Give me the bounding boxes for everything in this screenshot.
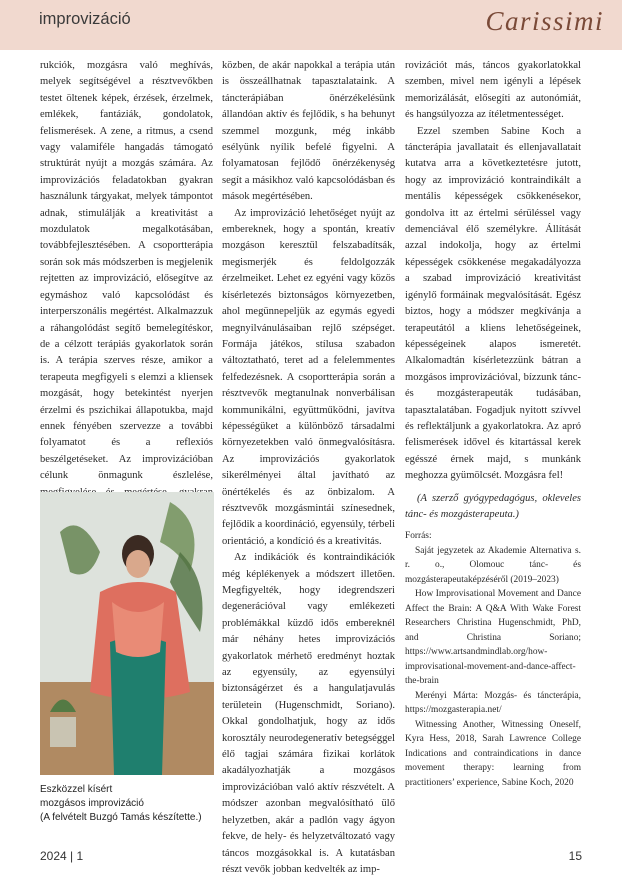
photo-illustration — [40, 492, 214, 775]
column-1 — [40, 58, 213, 517]
column-3 — [405, 58, 581, 790]
column-2 — [222, 58, 395, 878]
source-item: How Improvisational Movement and Dance Affect the Brain: A Q&A With Wake Forest Researchers Christina Hugenschmidt, PhD, and Christina Soriano; https://www.artsandmindlab.org/how-improvisational-movement-and-dance-affect-the-brain — [405, 589, 581, 687]
paragraph: Ezzel szemben Sabine Koch a táncterápia javallatait és ellenjavallatait kutatva arra a következtetésre jutott, hogy az improvizáció kontraindikált a mentális képességek csökkenésekor, gondolva itt az értelmi sérüléssel vagy demenciával élő személykre. Állítását azzal indokolja, hogy az értelmi képességek csökkenése megakadályozza a szabad improvizáció kreativitást igénylő formáinak megvalósítását. Egész biztos, hogy a módszer megkívánja a terapeutától a kliens lehetőségeinek, képességeinek alapos ismeretét. Alkalomadtán kísérletezzünk bátran a mozgásos improvizációval, bízzunk tánc- és mozgásterapeuták tudásában, tapasztalatában. Fogadjuk nyitott szívvel és reflektáljunk a gyakorlatokra. Az apró felismerések idővel és kitartással kerek egésszé érnek majd, s munkánk meghozza gyümölcsét. Mozgásra fel! — [405, 125, 581, 482]
issue-number: 2024 | 1 — [40, 849, 84, 863]
source-item: Saját jegyzetek az Akademie Alternativa s. r. o., Olomouc tánc- és mozgásterapeutaképzéséről (2019–2023) — [405, 545, 581, 585]
paragraph: közben, de akár napokkal a terápia után is összeállhatnak tapasztalataink. A táncterápiában önérzékelésünk állandóan aktív és fejlődik, s ha behunyt szemmel mozgunk, még inkább esélyünk nyílik befelé figyelni. A folyamatosan fejlődő önérzékenység segít a másikhoz való kapcsolódásban és mások megértésében. — [222, 60, 395, 203]
source-item: Witnessing Another, Witnessing Oneself, Kyra Hess, 2018, Sarah Lawrence College Indications and contraindications in dance movement therapy: learning from practitioners’ experience, Sabine Koch, 2020 — [405, 719, 581, 788]
sources-title: Forrás: — [405, 531, 432, 542]
paragraph: rukciók, mozgásra való meghívás, melyek segítségével a résztvevőkben testet öltenek képek, érzések, érzelmek, emlékek, fantáziák, gondolatok, felismerések. A zene, a ritmus, a csend vagy valamiféle hangadás támogató struktúrát nyújt a mozgás számára. Az improvizációs feladatokban gyakran használunk tárgyakat, melyek támpontot adnak, stimulálják a kreativitást a mozdulatok megalkotásában, továbbfejlesztésében. A csoportterápia során sok más módszerben is megjelenik rejtetten az improvizáció, elősegítve az egymáshoz való kapcsolódást és interperszonális megértést. Alkalmazzuk a ráhangolódást segítő bemelegítéskor, de a célzott terápiás gyakorlatok során is. A terápia szerves része, amikor a terapeuta megfigyeli s elemzi a kliensek mozgását, hogy betekintést nyerjen érzelmi és pszichikai állapotukba, majd ennek fényében szervezze a további folyamatot és a reflexiós beszélgetéseket. Az improvizációban célunk önmagunk észlelése, — [40, 60, 213, 482]
page-number: 15 — [568, 849, 582, 863]
paragraph: rovizációt más, táncos gyakorlatokkal szemben, mivel nem igényli a lépések memorizálását, elősegíti az autonómiát, és hangsúlyozza az ítéletmentességet. — [405, 60, 581, 121]
page-header — [0, 0, 622, 50]
article-photo — [40, 492, 214, 775]
paragraph: Az indikációk és kontraindikációk még képlékenyek a módszert illetően. Megfigyelték, hogy idegrendszeri degenerációval vagy emlékezeti problémákkal küzdő idős embereknél már néhány hetes improvizációs gyakorlatok mérhető eredményt hoztak az egyensúly, az egyensúlyi biztonságérzet és a hangulatjavulás területein (Hugenschmidt, Soriano). Okkal gondolhatjuk, hogy az idős korosztály neurodegeneratív betegséggel élő tagjai számára fizikai korlátok akadályozhatják a mozgásos improvizációban való aktív részvételt. A módszer azonban megvalósítható ülő helyzetben, akár a padlón vagy ágyon fekve, de hely- és helyzetváltozató vagy táncos mozgásokkal is. A kutatásban részt vevők jobban kedvelték az imp- — [222, 552, 395, 875]
caption-line: Eszközzel kísért — [40, 784, 113, 795]
paragraph: Az improvizáció lehetőséget nyújt az embereknek, hogy a spontán, kreatív mozgáson keresztül felszabadítsák, megismerjék és feldolgozzák érzelmeiket. Lehet ez egyéni vagy közös kísérletezés biztonságos környezetben, ahol megünnepeljük az egymás egyedi megnyilvánulásaiban rejlő szépséget. Formája játékos, stílusa szabadon változtatható, teret ad a felelemmentes felfedezésnek. A csoportterápia során a résztvevők megtanulnak nonverbálisan kommunikálni, együttműködni, javítva képességüket a különböző társadalmi környezetekben való önmegvalósításra. Az improvizációs gyakorlatok sikerélményei által javítható az önértékelés és az önbizalom. A résztvevők mozgásmintái színesednek, fejlődik a koordináció, egyensúly, térbeli orientáció, a kondíció és a kreativitás. — [222, 207, 395, 547]
source-item: Merényi Márta: Mozgás- és táncterápia, https://mozgasterapia.net/ — [405, 690, 581, 716]
section-title: improvizáció — [39, 10, 131, 28]
brand-logo: Carissimi — [485, 6, 604, 36]
caption-credit: (A felvételt Buzgó Tamás készítette.) — [40, 812, 202, 823]
caption-line: mozgásos improvizáció — [40, 798, 144, 809]
photo-caption — [40, 783, 230, 825]
author-note: (A szerző gyógypedagógus, okleveles tánc- és mozgásterapeuta.) — [405, 492, 581, 520]
sources-list — [405, 529, 581, 790]
